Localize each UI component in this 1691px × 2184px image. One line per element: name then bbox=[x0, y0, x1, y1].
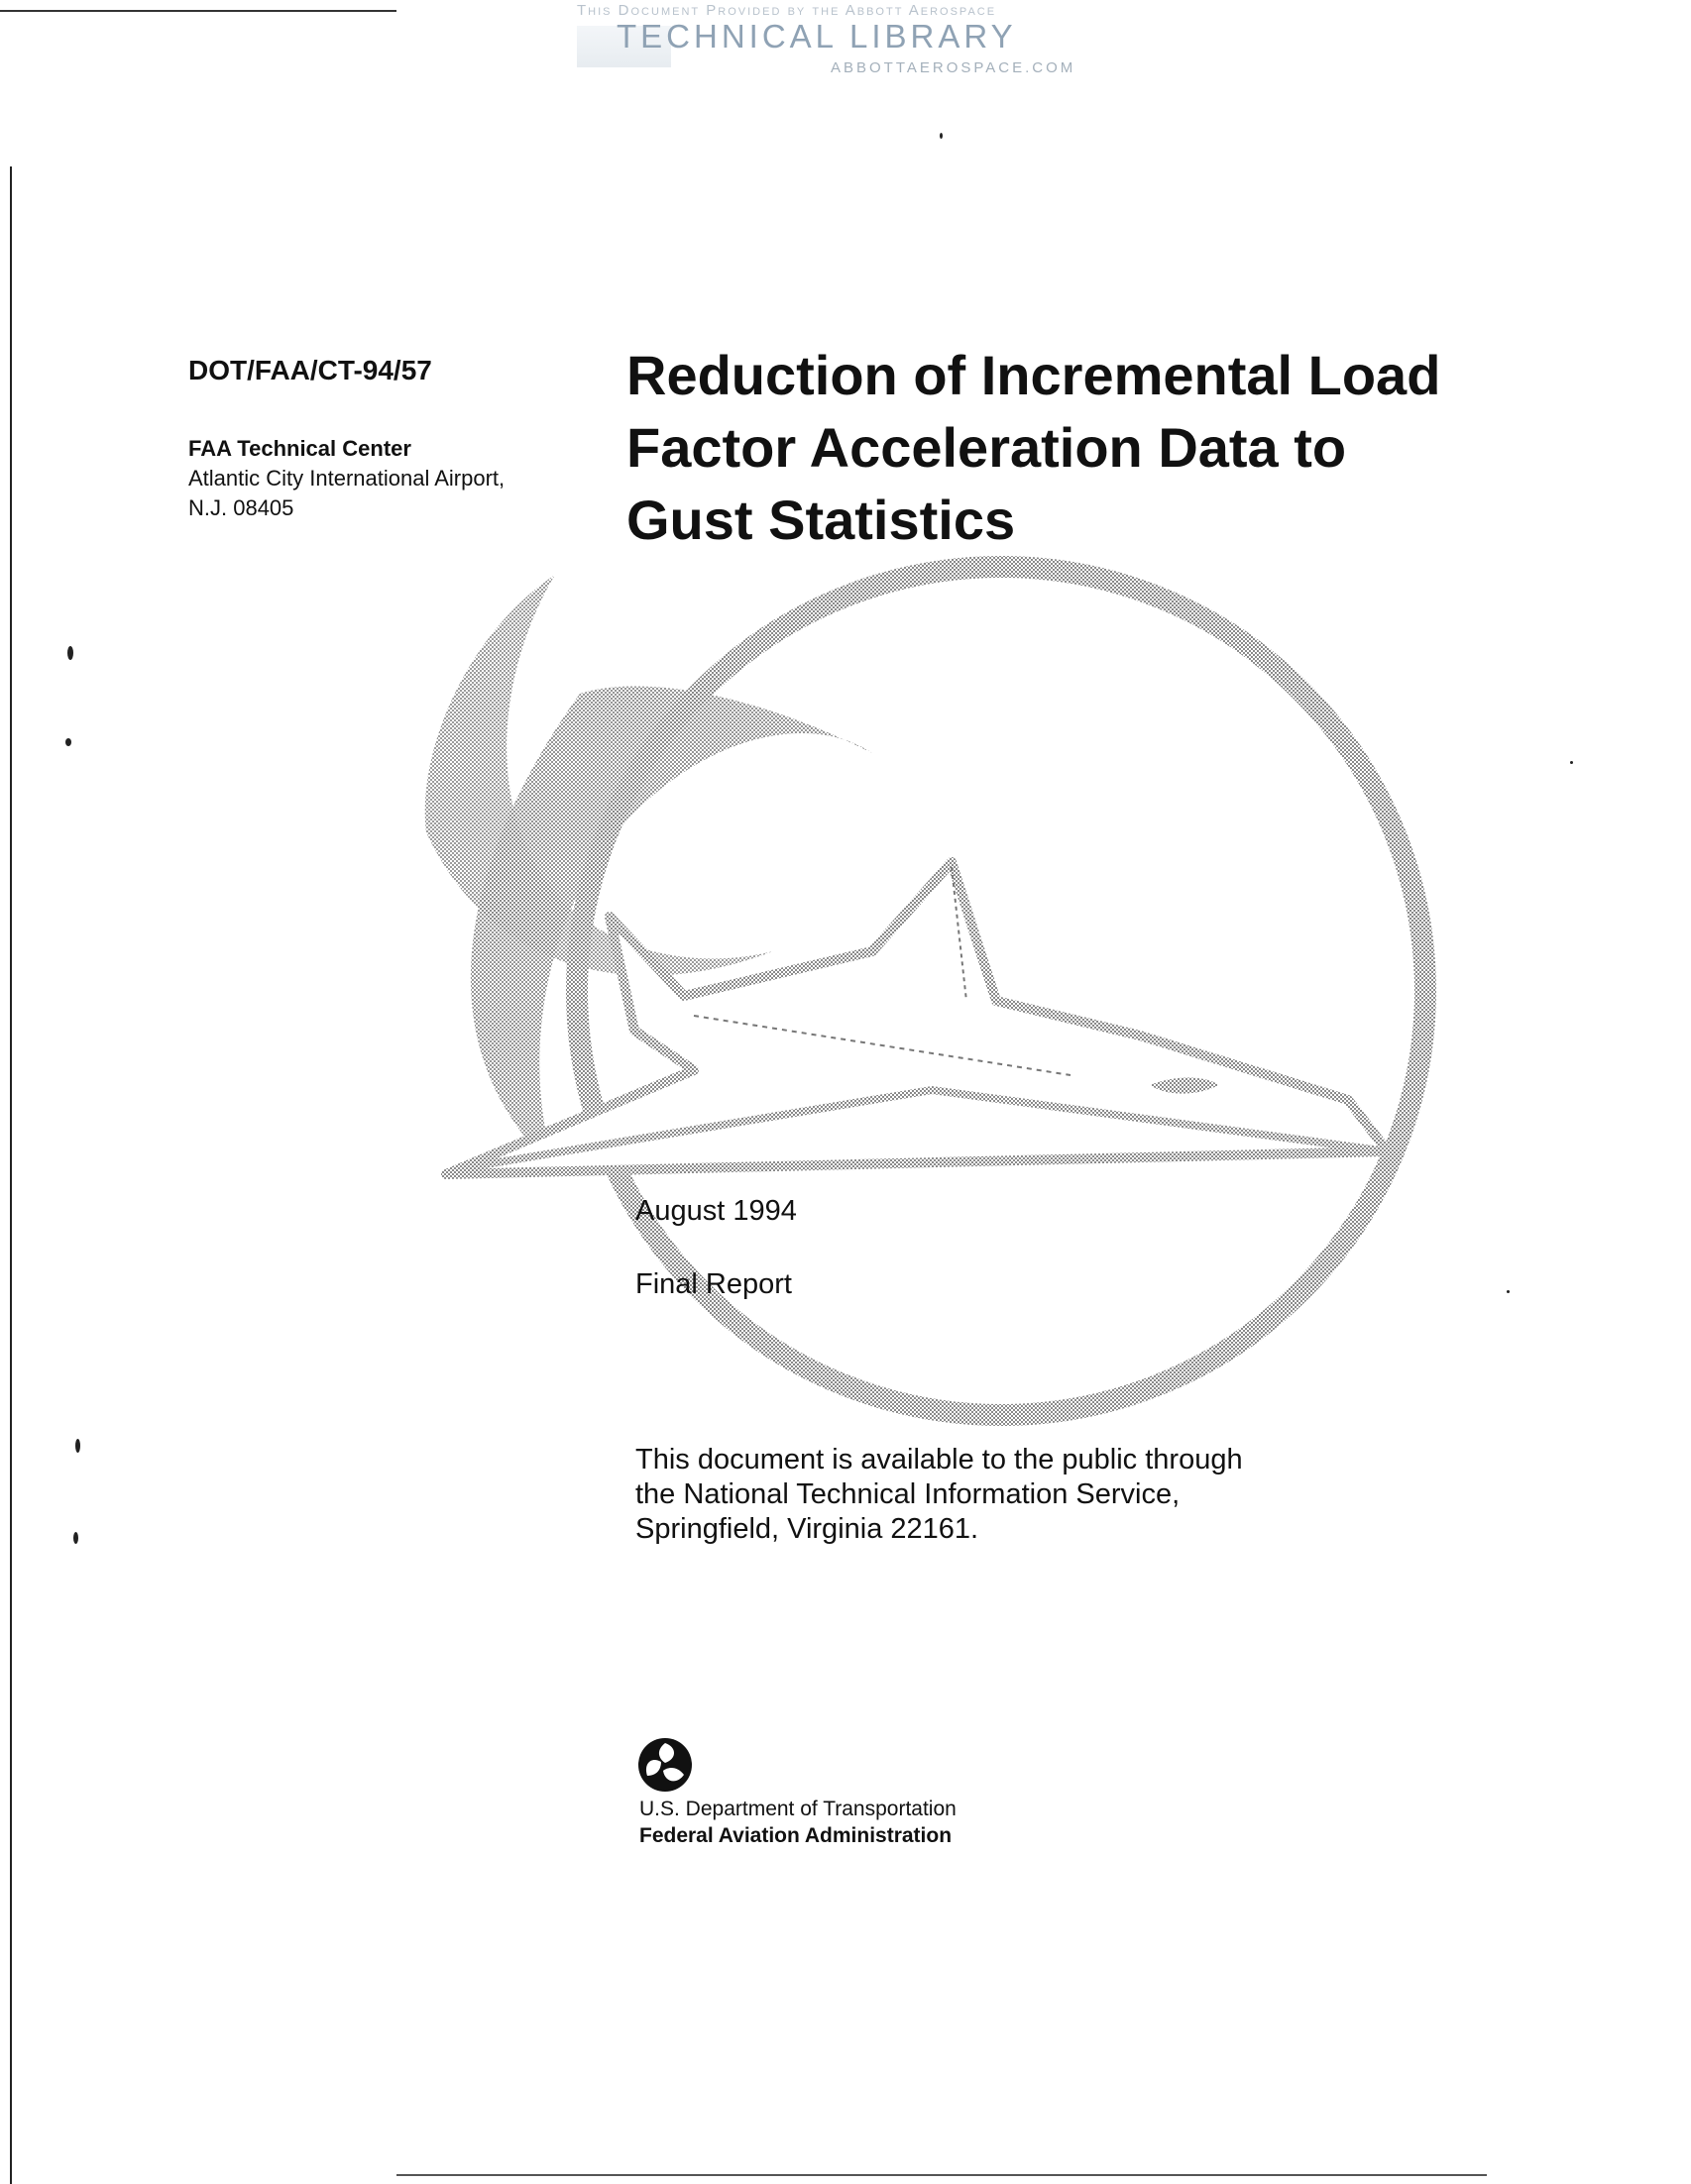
agency-name: Federal Aviation Administration bbox=[639, 1824, 953, 1847]
watermark-provider: This Document Provided by the Abbott Aerospace bbox=[577, 2, 997, 19]
department-name: U.S. Department of Transportation bbox=[639, 1798, 957, 1820]
scan-speck bbox=[940, 133, 943, 139]
availability-statement: This document is available to the public through the National Technical Information Service, Springfield, Virginia 22161. bbox=[635, 1444, 1243, 1545]
watermark-url: ABBOTTAEROSPACE.COM bbox=[831, 59, 1076, 76]
report-date: August 1994 bbox=[635, 1195, 797, 1227]
scan-speck bbox=[65, 738, 71, 746]
organization-address-line1: Atlantic City International Airport, bbox=[188, 466, 506, 491]
scan-speck bbox=[67, 646, 73, 660]
dot-triskelion-logo-icon bbox=[637, 1737, 693, 1793]
scan-speck bbox=[1570, 761, 1573, 764]
report-type: Final Report bbox=[635, 1268, 792, 1300]
scan-speck bbox=[73, 1532, 78, 1544]
watermark-title: TECHNICAL LIBRARY bbox=[617, 18, 1017, 55]
organization-address-line2: N.J. 08405 bbox=[188, 495, 294, 520]
organization-block bbox=[188, 434, 505, 523]
scan-speck bbox=[75, 1439, 80, 1453]
department-block bbox=[639, 1796, 957, 1849]
organization-name: FAA Technical Center bbox=[188, 436, 411, 461]
report-title: Reduction of Incremental Load Factor Acceleration Data to Gust Statistics bbox=[626, 344, 1441, 551]
report-number: DOT/FAA/CT-94/57 bbox=[188, 355, 432, 385]
scan-speck bbox=[1507, 1290, 1510, 1293]
